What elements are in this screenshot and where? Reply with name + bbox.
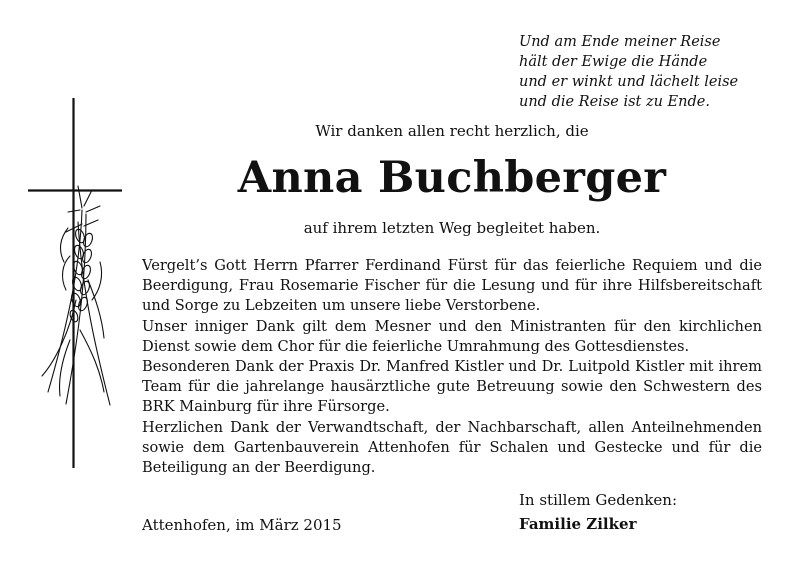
poem-line: und er winkt und lächelt leise: [519, 74, 739, 90]
thanks-paragraph: Besonderen Dank der Praxis Dr. Manfred Kistler und Dr. Luitpold Kistler mit ihrem Team für die jahrelange hausärztliche gute Betreuung sowie den Schwestern des BRK Mainburg für ihre Fürsorge.: [142, 358, 762, 416]
family-signature: Familie Zilker: [519, 515, 637, 533]
intro-text: Wir danken allen recht herzlich, die: [315, 122, 589, 140]
closing-phrase: In stillem Gedenken:: [519, 491, 678, 509]
thanks-paragraph: Unser inniger Dank gilt dem Mesner und den Ministranten für den kirchlichen Dienst sowie dem Chor für die feierliche Umrahmung des Gottesdienstes.: [142, 317, 762, 355]
place-date: Attenhofen, im März 2015: [142, 516, 342, 534]
thanks-paragraph: Vergelt’s Gott Herrn Pfarrer Ferdinand Fürst für das feierliche Requiem und die Beerdigung, Frau Rosemarie Fischer für die Lesung und für ihre Hilfsbereitschaft und Sorge zu Lebzeiten um unsere liebe Verstorbene.: [142, 257, 762, 315]
outro-text: auf ihrem letzten Weg begleitet haben.: [303, 219, 601, 237]
deceased-name: Anna Buchberger: [237, 153, 667, 203]
cross-with-wheat-icon: [0, 0, 140, 475]
poem-line: hält der Ewige die Hände: [519, 54, 708, 70]
thanks-paragraph: Herzlichen Dank der Verwandtschaft, der Nachbarschaft, allen Anteilnehmenden sowie dem Gartenbauverein Attenhofen für Schalen und Gestecke und für die Beteiligung an der Beerdigung.: [142, 418, 762, 477]
poem-line: und die Reise ist zu Ende.: [519, 94, 710, 110]
poem-line: Und am Ende meiner Reise: [519, 34, 721, 50]
thanks-body: [142, 256, 762, 478]
poem: [519, 32, 779, 112]
closing-block: [519, 488, 677, 536]
